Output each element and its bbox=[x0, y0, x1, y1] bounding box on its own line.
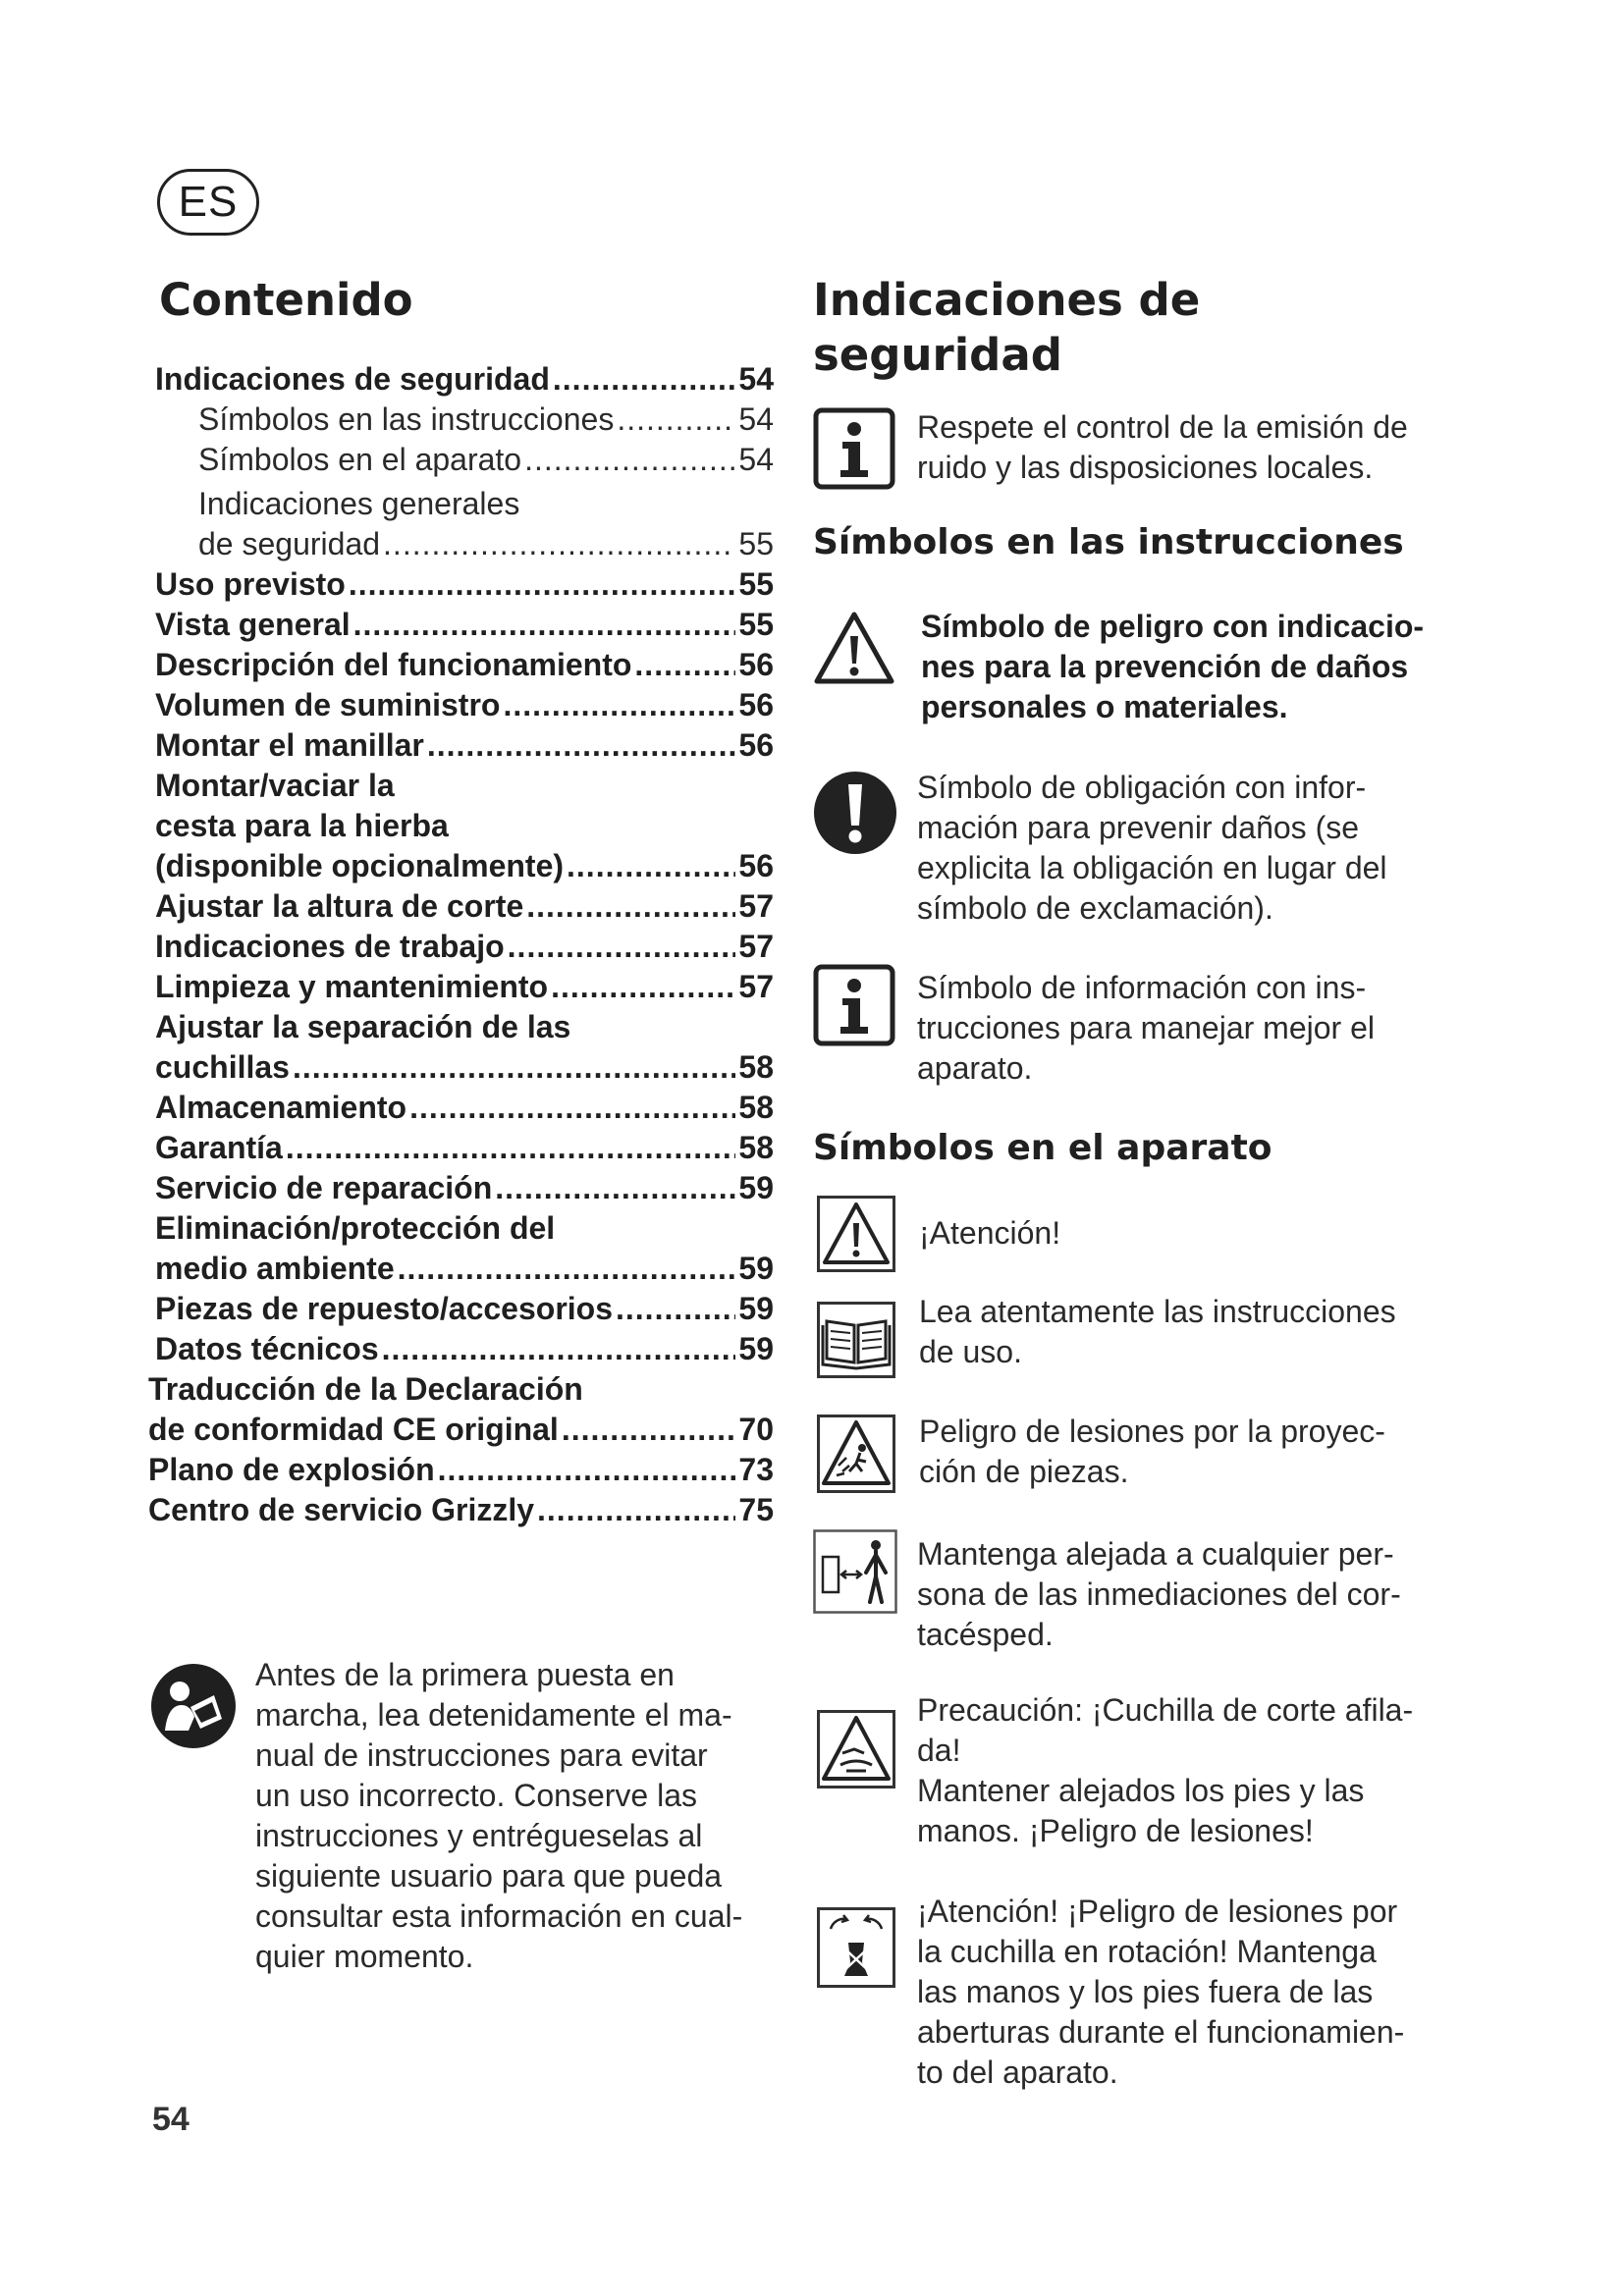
text-line: da! bbox=[917, 1733, 961, 1768]
text-line: símbolo de exclamación). bbox=[917, 890, 1273, 926]
toc-entry bbox=[155, 1007, 774, 1047]
intro-note-text bbox=[255, 1655, 785, 1977]
toc-leader-dots bbox=[382, 1329, 736, 1369]
toc-leader-dots bbox=[508, 927, 736, 967]
manual-book-icon bbox=[817, 1302, 895, 1378]
toc-leader-dots bbox=[617, 400, 735, 440]
toc-leader-dots bbox=[383, 524, 735, 564]
toc-entry bbox=[155, 564, 774, 605]
toc-entry bbox=[155, 766, 774, 806]
toc-entry-page: 57 bbox=[738, 929, 774, 964]
toc-entry bbox=[155, 886, 774, 927]
text-line: Antes de la primera puesta en bbox=[255, 1657, 675, 1692]
table-of-contents bbox=[148, 359, 774, 1530]
sharp-blade-icon bbox=[817, 1710, 895, 1789]
toc-leader-dots bbox=[427, 725, 736, 766]
toc-leader-dots bbox=[438, 1450, 736, 1490]
toc-leader-dots bbox=[551, 967, 735, 1007]
toc-entry bbox=[155, 1289, 774, 1329]
read-manual-icon bbox=[149, 1662, 238, 1750]
toc-entry bbox=[155, 927, 774, 967]
toc-entry-page: 59 bbox=[738, 1170, 774, 1205]
text-line: mación para prevenir daños (se bbox=[917, 810, 1360, 845]
text-line: nual de instrucciones para evitar bbox=[255, 1737, 708, 1773]
toc-entry-page: 58 bbox=[738, 1090, 774, 1125]
toc-entry bbox=[155, 846, 774, 886]
toc-entry bbox=[155, 1168, 774, 1208]
toc-leader-dots bbox=[286, 1128, 736, 1168]
toc-entry-title: Vista general bbox=[155, 607, 351, 642]
safety-title-line1: Indicaciones de bbox=[813, 274, 1201, 326]
info-symbol-text bbox=[917, 968, 1467, 1089]
toc-leader-dots bbox=[562, 1410, 736, 1450]
toc-entry bbox=[155, 1208, 774, 1249]
toc-entry-title: Montar/vaciar la bbox=[155, 768, 395, 803]
text-line: sona de las inmediaciones del cor- bbox=[917, 1576, 1401, 1612]
toc-entry-title: Limpieza y mantenimiento bbox=[155, 969, 549, 1004]
toc-entry bbox=[148, 1410, 774, 1450]
projectile-text bbox=[919, 1412, 1469, 1492]
warning-triangle-icon bbox=[813, 611, 895, 685]
toc-entry-page: 75 bbox=[738, 1492, 774, 1527]
toc-leader-dots bbox=[353, 605, 736, 645]
text-line: Mantener alejados los pies y las bbox=[917, 1773, 1365, 1808]
text-line: aberturas durante el funcionamien- bbox=[917, 2014, 1405, 2050]
text-line: nes para la prevención de daños bbox=[921, 649, 1409, 684]
toc-entry-page: 54 bbox=[738, 401, 774, 437]
toc-entry-title: cesta para la hierba bbox=[155, 808, 449, 843]
toc-entry-title: (disponible opcionalmente) bbox=[155, 848, 565, 883]
toc-leader-dots bbox=[616, 1289, 735, 1329]
text-line: explicita la obligación en lugar del bbox=[917, 850, 1387, 885]
toc-entry-page: 59 bbox=[738, 1291, 774, 1326]
rotating-blade-icon bbox=[817, 1907, 895, 1988]
language-badge: ES bbox=[157, 169, 259, 236]
toc-entry-page: 55 bbox=[738, 526, 774, 561]
toc-entry-page: 55 bbox=[738, 607, 774, 642]
text-line: siguiente usuario para que pueda bbox=[255, 1858, 723, 1894]
text-line: de uso. bbox=[919, 1334, 1022, 1369]
toc-entry-page: 54 bbox=[738, 442, 774, 477]
toc-entry bbox=[155, 685, 774, 725]
toc-entry bbox=[155, 725, 774, 766]
toc-entry-title: Almacenamiento bbox=[155, 1090, 407, 1125]
toc-entry-title: Descripción del funcionamiento bbox=[155, 647, 632, 682]
toc-entry bbox=[155, 484, 774, 524]
projectile-hazard-icon bbox=[817, 1415, 895, 1493]
toc-entry-title: Volumen de suministro bbox=[155, 687, 501, 722]
text-line: la cuchilla en rotación! Mantenga bbox=[917, 1934, 1377, 1969]
toc-entry-title: Ajustar la altura de corte bbox=[155, 888, 524, 924]
toc-entry bbox=[155, 1329, 774, 1369]
toc-entry bbox=[148, 1490, 774, 1530]
toc-entry-title: Montar el manillar bbox=[155, 727, 424, 763]
contents-title: Contenido bbox=[159, 274, 413, 326]
text-line: ¡Atención! bbox=[919, 1215, 1061, 1251]
instructions-symbols-title: Símbolos en las instrucciones bbox=[813, 522, 1404, 562]
toc-entry bbox=[155, 1047, 774, 1088]
text-line: quier momento. bbox=[255, 1939, 474, 1974]
toc-entry-title: Traducción de la Declaración bbox=[148, 1371, 583, 1407]
toc-entry bbox=[155, 1128, 774, 1168]
toc-leader-dots bbox=[634, 645, 735, 685]
toc-entry-title: cuchillas bbox=[155, 1049, 290, 1085]
toc-entry-title: medio ambiente bbox=[155, 1251, 395, 1286]
toc-entry-title: Uso previsto bbox=[155, 566, 346, 602]
text-line: Símbolo de información con ins- bbox=[917, 970, 1367, 1005]
attention-icon bbox=[817, 1196, 895, 1272]
toc-entry-title: Piezas de repuesto/accesorios bbox=[155, 1291, 613, 1326]
toc-leader-dots bbox=[409, 1088, 735, 1128]
toc-entry-title: Símbolos en las instrucciones bbox=[198, 401, 615, 437]
text-line: ción de piezas. bbox=[919, 1454, 1129, 1489]
toc-entry-page: 55 bbox=[738, 566, 774, 602]
toc-entry-title: Eliminación/protección del bbox=[155, 1210, 556, 1246]
text-line: Precaución: ¡Cuchilla de corte afila- bbox=[917, 1692, 1414, 1728]
text-line: Respete el control de la emisión de bbox=[917, 409, 1408, 445]
toc-entry-page: 59 bbox=[738, 1331, 774, 1366]
toc-entry-page: 58 bbox=[738, 1130, 774, 1165]
obligation-symbol-text bbox=[917, 768, 1467, 929]
toc-leader-dots bbox=[553, 359, 736, 400]
text-line: un uso incorrecto. Conserve las bbox=[255, 1778, 697, 1813]
toc-entry bbox=[155, 806, 774, 846]
text-line: Mantenga alejada a cualquier per- bbox=[917, 1536, 1394, 1572]
toc-leader-dots bbox=[495, 1168, 735, 1208]
toc-entry bbox=[148, 1369, 774, 1410]
obligation-icon bbox=[813, 771, 897, 855]
toc-entry-title: Indicaciones de seguridad bbox=[155, 361, 550, 397]
toc-entry-page: 57 bbox=[738, 969, 774, 1004]
toc-entry bbox=[155, 359, 774, 400]
keep-distance-text bbox=[917, 1534, 1467, 1655]
text-line: consultar esta información en cual- bbox=[255, 1898, 743, 1934]
text-line: Peligro de lesiones por la proyec- bbox=[919, 1414, 1385, 1449]
text-line: Lea atentamente las instrucciones bbox=[919, 1294, 1396, 1329]
toc-entry bbox=[155, 400, 774, 440]
device-symbols-title: Símbolos en el aparato bbox=[813, 1128, 1272, 1168]
warning-symbol-text bbox=[921, 607, 1471, 727]
toc-entry bbox=[155, 645, 774, 685]
info-icon bbox=[813, 964, 895, 1046]
toc-leader-dots bbox=[526, 886, 735, 927]
manual-text bbox=[919, 1292, 1469, 1372]
safety-title-line2: seguridad bbox=[813, 329, 1062, 381]
safety-title bbox=[813, 273, 1200, 383]
toc-entry-page: 58 bbox=[738, 1049, 774, 1085]
toc-entry bbox=[155, 605, 774, 645]
toc-entry-title: Indicaciones de trabajo bbox=[155, 929, 505, 964]
toc-entry-title: Indicaciones generales bbox=[198, 486, 520, 521]
toc-entry bbox=[148, 1450, 774, 1490]
toc-leader-dots bbox=[349, 564, 736, 605]
info-icon bbox=[813, 407, 895, 490]
toc-entry-page: 59 bbox=[738, 1251, 774, 1286]
text-line: tacésped. bbox=[917, 1617, 1054, 1652]
toc-entry-page: 56 bbox=[738, 687, 774, 722]
toc-entry-title: Plano de explosión bbox=[148, 1452, 435, 1487]
toc-entry-title: de seguridad bbox=[198, 526, 381, 561]
toc-entry-title: Servicio de reparación bbox=[155, 1170, 493, 1205]
toc-entry-page: 56 bbox=[738, 848, 774, 883]
text-line: instrucciones y entrégueselas al bbox=[255, 1818, 703, 1853]
text-line: trucciones para manejar mejor el bbox=[917, 1010, 1375, 1045]
toc-entry-page: 57 bbox=[738, 888, 774, 924]
attention-text bbox=[919, 1213, 1469, 1254]
toc-entry-title: Datos técnicos bbox=[155, 1331, 379, 1366]
toc-entry-page: 56 bbox=[738, 727, 774, 763]
toc-entry bbox=[155, 1088, 774, 1128]
toc-entry bbox=[155, 967, 774, 1007]
toc-entry-page: 56 bbox=[738, 647, 774, 682]
text-line: manos. ¡Peligro de lesiones! bbox=[917, 1813, 1314, 1848]
sharp-blade-text bbox=[917, 1690, 1467, 1851]
rotating-blade-text bbox=[917, 1892, 1467, 2093]
noise-notice-text bbox=[917, 407, 1467, 488]
toc-leader-dots bbox=[537, 1490, 735, 1530]
toc-entry-title: Garantía bbox=[155, 1130, 283, 1165]
text-line: marcha, lea detenidamente el ma- bbox=[255, 1697, 732, 1733]
toc-entry-page: 73 bbox=[738, 1452, 774, 1487]
toc-entry-title: Símbolos en el aparato bbox=[198, 442, 522, 477]
toc-entry-title: Centro de servicio Grizzly bbox=[148, 1492, 535, 1527]
text-line: Símbolo de obligación con infor- bbox=[917, 770, 1367, 805]
text-line: las manos y los pies fuera de las bbox=[917, 1974, 1374, 2009]
toc-entry-page: 70 bbox=[738, 1412, 774, 1447]
toc-entry bbox=[155, 440, 774, 480]
toc-entry bbox=[155, 524, 774, 564]
toc-entry-title: Ajustar la separación de las bbox=[155, 1009, 571, 1044]
toc-entry-page: 54 bbox=[738, 361, 774, 397]
text-line: Símbolo de peligro con indicacio- bbox=[921, 609, 1425, 644]
page-number: 54 bbox=[152, 2101, 189, 2138]
toc-leader-dots bbox=[524, 440, 735, 480]
toc-leader-dots bbox=[567, 846, 735, 886]
toc-entry bbox=[155, 1249, 774, 1289]
toc-leader-dots bbox=[503, 685, 735, 725]
toc-entry-title: de conformidad CE original bbox=[148, 1412, 559, 1447]
text-line: personales o materiales. bbox=[921, 689, 1288, 724]
text-line: aparato. bbox=[917, 1050, 1033, 1086]
toc-leader-dots bbox=[293, 1047, 735, 1088]
text-line: to del aparato. bbox=[917, 2055, 1118, 2090]
keep-distance-icon bbox=[813, 1529, 897, 1614]
text-line: ¡Atención! ¡Peligro de lesiones por bbox=[917, 1894, 1398, 1929]
toc-leader-dots bbox=[398, 1249, 736, 1289]
text-line: ruido y las disposiciones locales. bbox=[917, 450, 1374, 485]
